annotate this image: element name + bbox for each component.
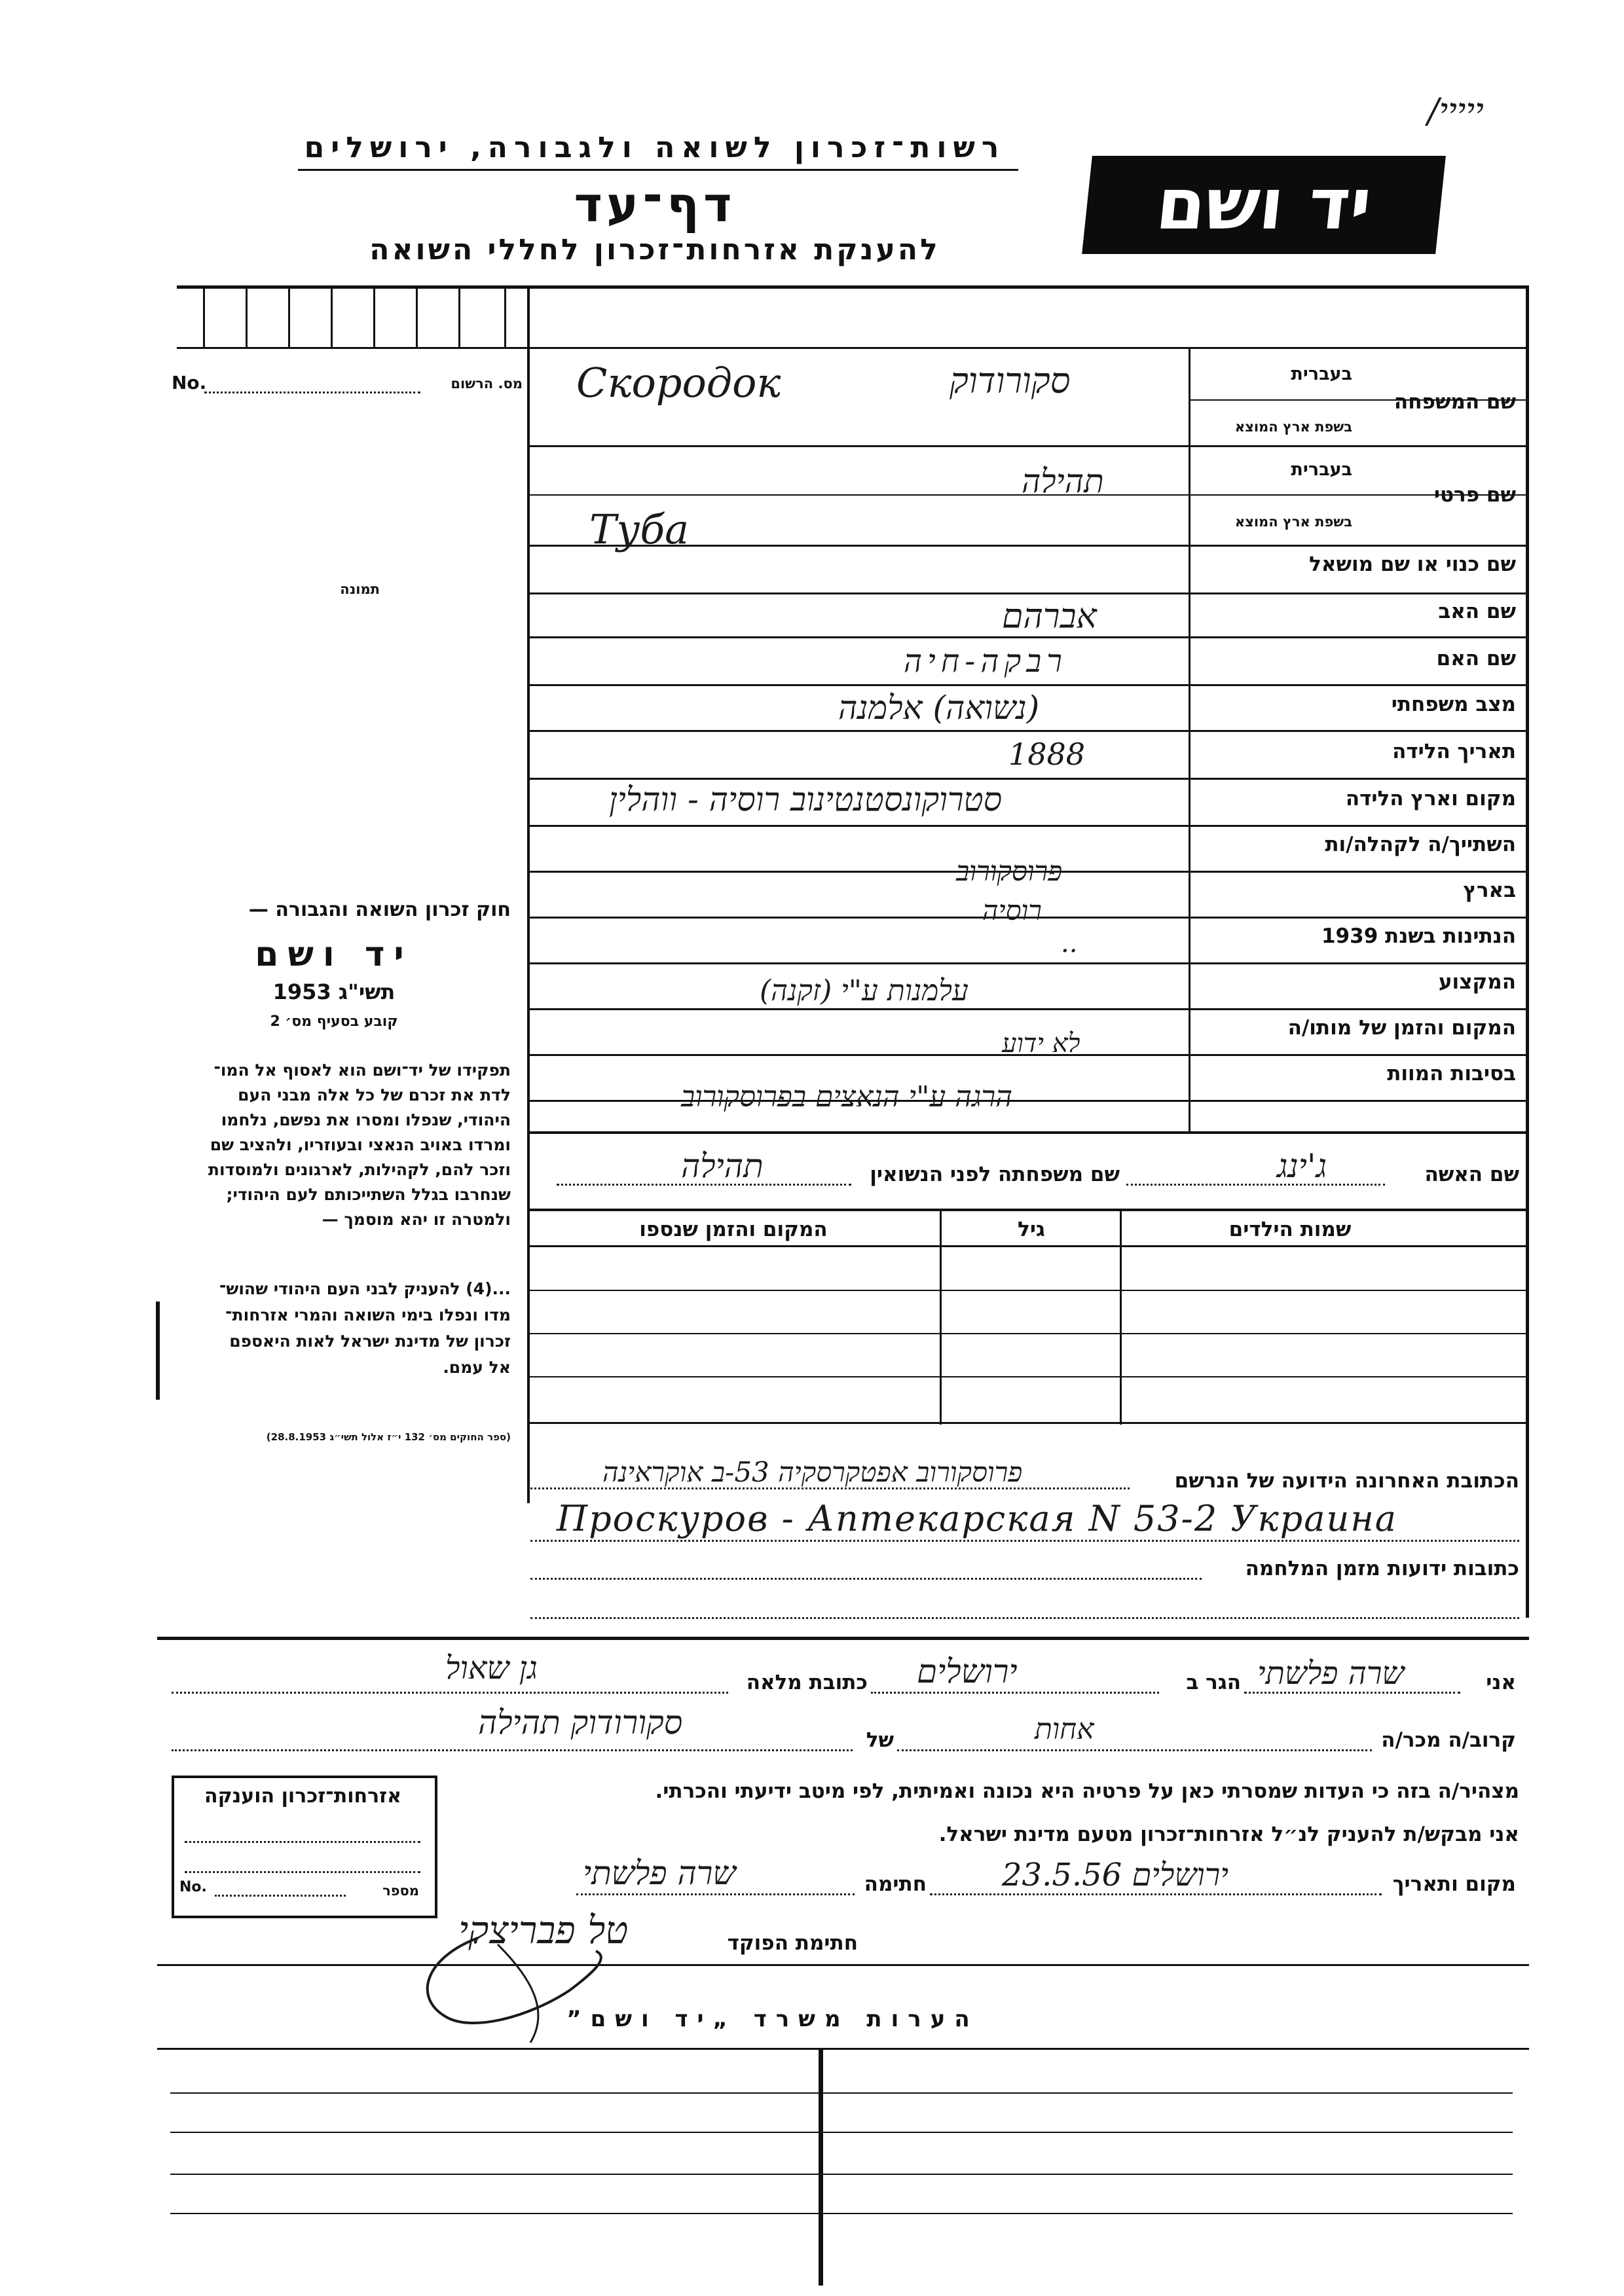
father-name-value[interactable]: אברהם: [1002, 597, 1097, 636]
resides-label: הגר ב: [1186, 1671, 1241, 1694]
corner-note: /ייייי: [1428, 92, 1484, 131]
marital-status-value[interactable]: (נשואה) אלמנה: [838, 689, 1040, 727]
citizenship-granted-title: אזרחות־זכרון הוענקה: [204, 1785, 402, 1808]
frame-right: [1526, 285, 1529, 1618]
children-header-age: גיל: [1018, 1218, 1045, 1241]
father-name-label: שם האב: [1438, 600, 1516, 623]
spouse-name-value[interactable]: ג'ינג: [1277, 1147, 1327, 1185]
yad-vashem-logo: [1082, 156, 1446, 254]
place-date-field[interactable]: [930, 1893, 1382, 1895]
frame-top: [177, 285, 1529, 289]
family-name-origin-value[interactable]: Скорoдок: [576, 359, 781, 407]
law-line: שנחרבו בגלל השתייכותם לעם היהודי;: [226, 1185, 511, 1204]
citizenship-1939-value[interactable]: ..: [1061, 928, 1078, 958]
children-header-place: המקום והזמן שנספו: [639, 1218, 828, 1241]
law-line: מדו ונפלו בימי השואה והמרי אזרחות־: [225, 1305, 511, 1324]
authority-name: רשות־זכרון לשואה ולגבורה, ירושלים: [304, 131, 1006, 164]
photo-label: תמונה: [340, 581, 380, 597]
officer-signature[interactable]: טל פבריצקי: [458, 1908, 629, 1952]
citizenship-number-label: מספר: [382, 1883, 419, 1899]
form-title: דף־עד: [574, 177, 736, 233]
officer-signature-label: חתימת הפוקד: [727, 1931, 858, 1955]
reg-no-label: מס. הרשום: [451, 376, 523, 392]
resides-value[interactable]: ירושלים: [917, 1652, 1018, 1690]
mother-name-value[interactable]: רבקה-חיה: [904, 643, 1067, 680]
header-row-bottom: [527, 347, 1529, 349]
law-name: יד ושם: [255, 935, 413, 974]
last-address-origin-value[interactable]: Проскуров - Аптекарская N 53-2 Украина: [557, 1498, 1397, 1539]
birth-place-label: מקום וארץ הלידה: [1345, 787, 1516, 811]
law-section: קובע בסעיף מס׳ 2: [270, 1013, 398, 1030]
full-address-field[interactable]: [172, 1692, 728, 1694]
resides-field[interactable]: [871, 1692, 1159, 1694]
law-gazette: (ספר החוקים מס׳ 132 י״ז אלול תשי״ג 28.8.1953): [266, 1431, 511, 1443]
declaration-statement-1: מצהיר/ה בזה כי העדות שמסרתי כאן על פרטיה היא נכונה ואמיתית, לפי מיטב ידיעתי והכרתי.: [655, 1779, 1519, 1803]
form-subtitle: להענקת אזרחות־זכרון לחללי השואה: [369, 233, 940, 266]
community-label: השתייך/ה לקהלה/ות: [1325, 833, 1516, 856]
first-name-hebrew-label: בעברית: [1291, 460, 1352, 480]
signature-field[interactable]: [576, 1893, 855, 1895]
death-circumstances-value[interactable]: הרגה ע"י הנאצים בפרוסקורוב: [681, 1080, 1012, 1114]
reg-no-field[interactable]: [204, 392, 420, 393]
law-line: לדת את זכרם של כל אלה מבני העם: [238, 1085, 511, 1104]
office-notes-title: הערות משרד „יד ושם”: [566, 2006, 979, 2032]
citizenship-1939-label: הנתינות בשנת 1939: [1321, 924, 1516, 948]
declaration-bottom: [157, 1964, 1529, 1966]
war-addresses-label: כתובות ידועות מזמן המלחמה: [1245, 1557, 1519, 1580]
maiden-name-label: שם משפחתה לפני הנשואין: [870, 1163, 1120, 1186]
law-line: ולמטרה זו יהא מוסמך —: [322, 1210, 511, 1229]
relation-label: קרוב/ה מכר/ה: [1381, 1728, 1516, 1752]
citizenship-number-field[interactable]: [215, 1895, 346, 1897]
last-address-hebrew-value[interactable]: פרוסקורוב אפטקרסקיה 53-ב אוקראינה: [602, 1456, 1023, 1488]
declarant-i-label: אני: [1486, 1671, 1516, 1694]
family-name-origin-label: בשפת ארץ המוצא: [1234, 419, 1352, 435]
first-name-origin-label: בשפת ארץ המוצא: [1234, 514, 1352, 530]
citizenship-box-line-2[interactable]: [185, 1871, 420, 1873]
children-header-names: שמות הילדים: [1228, 1218, 1352, 1241]
first-name-origin-value[interactable]: Туба: [589, 505, 690, 553]
law-line: זכרון של מדינת ישראל לאות היאספם: [229, 1332, 511, 1351]
declarant-signature[interactable]: שרה פלשתי: [583, 1854, 736, 1892]
profession-value[interactable]: עלמנות ע"י (זקנה): [760, 974, 969, 1008]
country-value[interactable]: רוסיה: [982, 894, 1042, 926]
maiden-name-value[interactable]: תהילה: [681, 1147, 764, 1185]
family-name-hebrew-label: בעברית: [1291, 364, 1352, 384]
law-year: תשי"ג 1953: [272, 979, 396, 1004]
frame-left: [527, 285, 530, 1438]
place-date-label: מקום ותאריך: [1392, 1872, 1516, 1896]
office-notes-row-2: [170, 2132, 1513, 2133]
law-quote-bar: [156, 1302, 160, 1400]
citizenship-box-line-1[interactable]: [185, 1841, 420, 1843]
of-value[interactable]: סקורודוק תהילה: [478, 1704, 683, 1741]
marital-status-label: מצב משפחתי: [1391, 693, 1516, 716]
law-line: אל עמם.: [443, 1358, 511, 1377]
office-notes-mid-line: [819, 2050, 823, 2286]
declaration-top: [157, 1637, 1529, 1640]
spouse-name-label: שם האשה: [1424, 1163, 1519, 1186]
office-notes-divider: [157, 2048, 1529, 2050]
of-label: של: [866, 1728, 894, 1752]
death-place-time-value[interactable]: לא ידוע: [1002, 1029, 1080, 1059]
law-line: היהודי, שנפלו ומסרו את נפשם, נלחמו: [221, 1110, 511, 1129]
nickname-label: שם כנוי או שם מושאל: [1309, 553, 1516, 576]
law-line: וזכר להם, לקהילות, לארגונים ולמוסדות: [208, 1160, 511, 1179]
community-value[interactable]: פרוסקורוב: [956, 855, 1063, 887]
birth-date-value[interactable]: 1888: [1008, 737, 1086, 772]
relation-field[interactable]: [897, 1749, 1372, 1751]
law-line: ...(4) להעניק לבני העם היהודי שהוש־: [219, 1279, 511, 1298]
mother-name-label: שם האם: [1436, 647, 1516, 670]
war-addresses-field[interactable]: [530, 1578, 1202, 1580]
full-address-label: כתובת מלאה: [746, 1671, 868, 1694]
citizenship-number-prefix: No.: [179, 1879, 207, 1895]
law-line: תפקידו של יד־ושם הוא לאסוף אל המו־: [213, 1061, 511, 1080]
first-name-hebrew-value[interactable]: תהילה: [1022, 462, 1104, 500]
declarant-name-field[interactable]: [1244, 1692, 1460, 1694]
death-place-time-label: המקום והזמן של מותו/ה: [1287, 1016, 1516, 1040]
death-circumstances-label: בסיבות המוות: [1387, 1062, 1516, 1085]
family-name-label: שם המשפחה: [1393, 390, 1516, 414]
family-name-hebrew-value[interactable]: סקורודוק: [950, 360, 1071, 401]
spouse-name-field[interactable]: [1126, 1184, 1385, 1186]
birth-place-value[interactable]: סטרוקונסטנטינוב רוסיה - ווהלין: [609, 780, 1003, 818]
office-notes-row-4: [170, 2213, 1513, 2214]
birth-date-label: תאריך הלידה: [1392, 740, 1516, 763]
office-notes-row-1: [170, 2092, 1513, 2094]
last-address-label: הכתובת האחרונה הידועה של הנרשם: [1174, 1469, 1519, 1493]
last-address-field-2[interactable]: [530, 1540, 1519, 1542]
law-title: חוק זכרון השואה והגבורה —: [248, 898, 511, 921]
authority-underline: [298, 169, 1018, 171]
first-name-label: שם פרטי: [1433, 483, 1516, 507]
full-address-value[interactable]: גן שאול: [445, 1650, 538, 1686]
children-table-left-tab: [527, 1425, 530, 1503]
law-line: ומרדו באויב הנאצי ובעוזריו, ולהציב שם: [210, 1135, 511, 1154]
of-field[interactable]: [172, 1749, 853, 1751]
signature-label: חתימה: [864, 1872, 927, 1896]
children-table-top: [527, 1209, 1529, 1211]
label-column-divider: [1189, 347, 1190, 1133]
relation-value[interactable]: אחות: [1035, 1713, 1094, 1746]
place-date-value[interactable]: ירושלים 23.5.56: [1002, 1857, 1228, 1893]
country-label: בארץ: [1463, 879, 1516, 902]
declarant-name-value[interactable]: שרה פלשתי: [1257, 1655, 1405, 1692]
war-addresses-field-2[interactable]: [530, 1617, 1519, 1619]
profession-label: המקצוע: [1438, 970, 1516, 994]
office-notes-row-3: [170, 2174, 1513, 2175]
reg-no-prefix: No.: [172, 372, 207, 393]
declaration-statement-2: אני מבקש/ת להעניק לנ״ל אזרחות־זכרון מטעם מדינת ישראל.: [938, 1823, 1519, 1846]
logo-text: יד ושם: [1152, 164, 1376, 246]
